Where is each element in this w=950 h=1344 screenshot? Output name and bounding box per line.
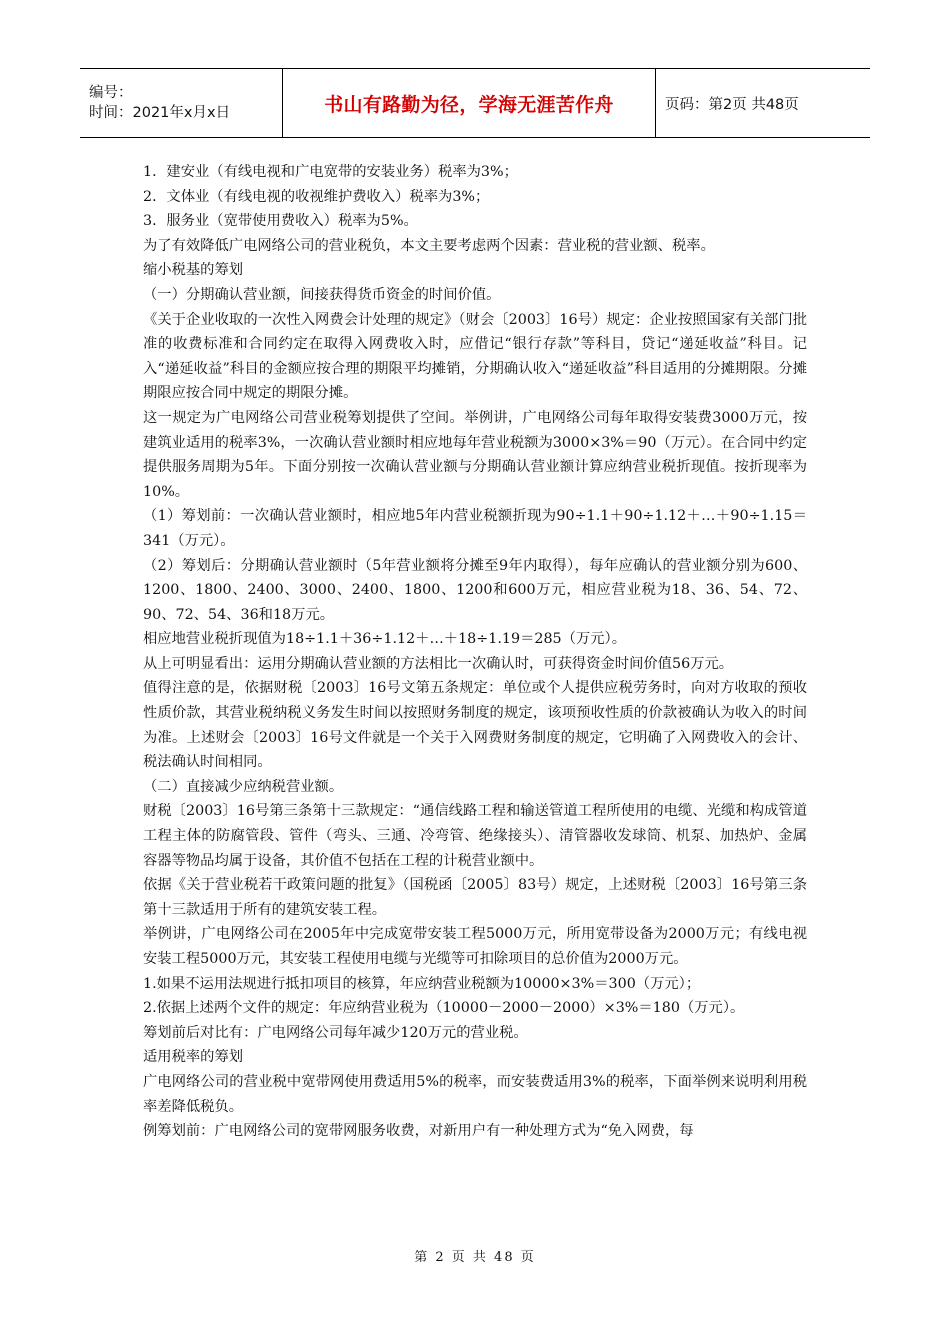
document-header — [80, 68, 870, 138]
body-paragraph: 依据《关于营业税若干政策问题的批复》（国税函〔2005〕83号）规定，上述财税〔2003〕16号第三条第十三款适用于所有的建筑安装工程。 — [143, 877, 807, 918]
footer-page-number: 第 2 页 共 48 页 — [414, 1250, 536, 1265]
body-paragraph: 筹划前后对比有：广电网络公司每年减少120万元的营业税。 — [143, 1024, 528, 1041]
body-paragraph: 1．建安业（有线电视和广电宽带的安装业务）税率为3%； — [143, 164, 518, 180]
section-heading: 缩小税基的筹划 — [143, 262, 244, 279]
page-footer — [0, 1246, 950, 1265]
body-paragraph: 《关于企业收取的一次性入网费会计处理的规定》（财会〔2003〕16号）规定：企业按照国家有关部门批准的收费标准和合同约定在取得入网费收入时，应借记“银行存款”等科目，贷记“递延收益”科目。记入“递延收益”科目的金额应按合理的期限平均摊销，分期确认收入“递延收益”科目适用的分摊期限。分摊期限应按合同中规定的期限分摊。 — [143, 311, 807, 402]
body-paragraph: 从上可明显看出：运用分期确认营业额的方法相比一次确认时，可获得资金时间价值56万元。 — [143, 655, 734, 672]
body-paragraph: （2）筹划后：分期确认营业额时（5年营业额将分摊至9年内取得），每年应确认的营业额分别为600、1200、1800、2400、3000、2400、1800、1200和600万元，相应营业税为18、36、54、72、90、72、54、36和18万元。 — [143, 557, 807, 623]
subsection-heading: （二）直接减少应纳税营业额。 — [143, 778, 344, 795]
subsection-heading: （一）分期确认营业额，间接获得货币资金的时间价值。 — [143, 286, 501, 303]
body-paragraph: 广电网络公司的营业税中宽带网使用费适用5%的税率，而安装费适用3%的税率，下面举例来说明利用税率差降低税负。 — [143, 1073, 807, 1115]
body-paragraph: 相应地营业税折现值为18÷1.1＋36÷1.12＋…＋18÷1.19＝285（万元）。 — [143, 631, 626, 648]
document-body — [143, 160, 807, 1144]
body-paragraph: 2.依据上述两个文件的规定：年应纳营业税为（10000－2000－2000）×3%＝180（万元）。 — [143, 1000, 745, 1017]
body-paragraph: 举例讲，广电网络公司在2005年中完成宽带安装工程5000万元，所用宽带设备为2000万元；有线电视安装工程5000万元，其安装工程使用电缆与光缆等可扣除项目的总价值为2000万元。 — [143, 926, 807, 967]
body-paragraph: （1）筹划前：一次确认营业额时，相应地5年内营业税额折现为90÷1.1＋90÷1.12＋…＋90÷1.15＝341（万元）。 — [143, 508, 807, 549]
body-paragraph: 这一规定为广电网络公司营业税筹划提供了空间。举例讲，广电网络公司每年取得安装费3000万元，按建筑业适用的税率3%，一次确认营业额时相应地每年营业税额为3000×3%＝90（万元）。在合同中约定提供服务周期为5年。下面分别按一次确认营业额与分期确认营业额计算应纳营业税折现值。按折现率为10%。 — [143, 409, 807, 500]
header-meta — [80, 69, 283, 137]
body-paragraph: 例筹划前：广电网络公司的宽带网服务收费，对新用户有一种处理方式为“免入网费，每 — [143, 1123, 694, 1140]
header-motto-cell — [283, 69, 656, 137]
body-paragraph: 1.如果不运用法规进行抵扣项目的核算，年应纳营业税额为10000×3%＝300（万元）； — [143, 975, 701, 992]
header-motto: 书山有路勤为径，学海无涯苦作舟 — [324, 93, 614, 116]
body-paragraph: 3．服务业（宽带使用费收入）税率为5%。 — [143, 213, 418, 230]
header-time-label: 时间：2021年x月x日 — [89, 105, 231, 121]
body-paragraph: 2．文体业（有线电视的收视维护费收入）税率为3%； — [143, 188, 490, 205]
body-paragraph: 财税〔2003〕16号第三条第十三款规定：“通信线路工程和输送管道工程所使用的电缆、光缆和构成管道工程主体的防腐管段、管件（弯头、三通、冷弯管、绝缘接头）、清管器收发球筒、机泵、加热炉、金属容器等物品均属于设备，其价值不包括在工程的计税营业额中。 — [143, 803, 807, 869]
body-paragraph: 值得注意的是，依据财税〔2003〕16号文第五条规定：单位或个人提供应税劳务时，向对方收取的预收性质价款，其营业税纳税义务发生时间以按照财务制度的规定，该项预收性质的价款被确认为收入的时间为准。上述财会〔2003〕16号文件就是一个关于入网费财务制度的规定，它明确了入网费收入的会计、税法确认时间相同。 — [143, 680, 807, 771]
header-page-cell — [656, 69, 870, 137]
body-paragraph: 为了有效降低广电网络公司的营业税负，本文主要考虑两个因素：营业税的营业额、税率。 — [143, 237, 715, 254]
header-page-info: 页码：第2页 共48页 — [665, 96, 799, 113]
header-number-label: 编号： — [89, 85, 133, 101]
section-heading: 适用税率的筹划 — [143, 1049, 244, 1066]
